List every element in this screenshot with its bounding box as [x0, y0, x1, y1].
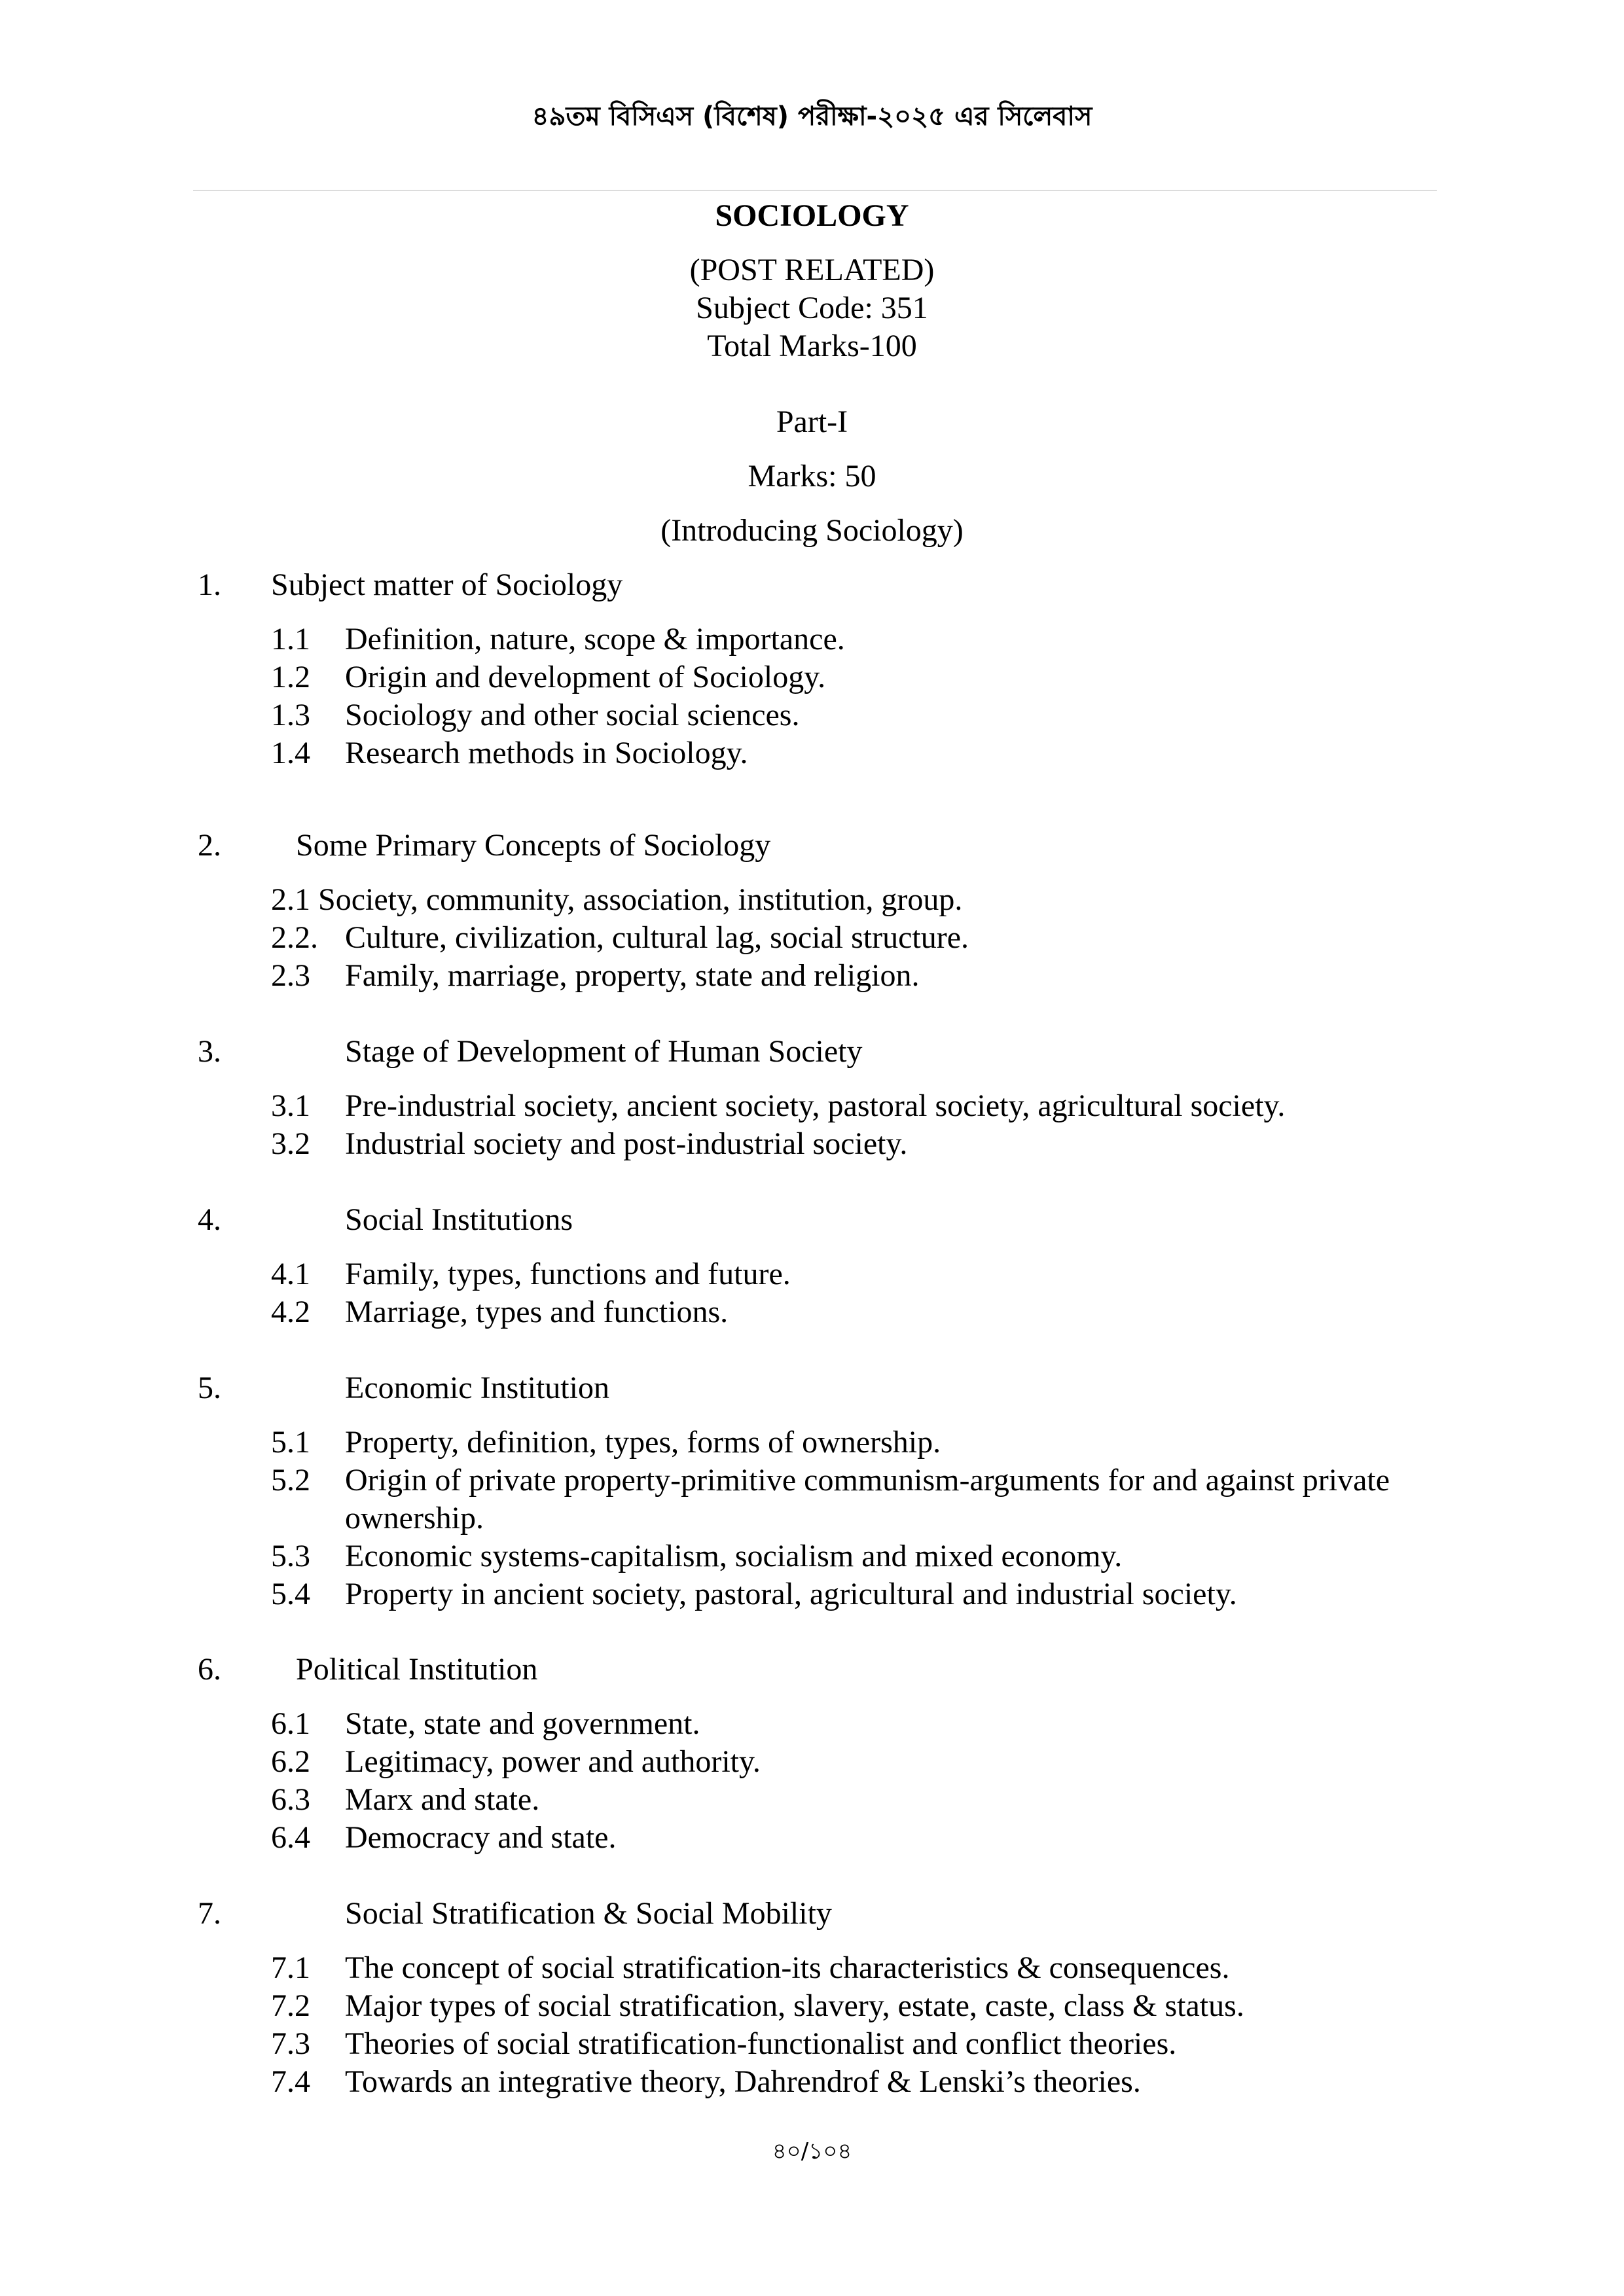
item-text: Research methods in Sociology.	[345, 736, 748, 770]
part-marks: Marks: 50	[748, 459, 876, 493]
item-number: 5.4	[271, 1577, 310, 1611]
item-text: Towards an integrative theory, Dahrendrof & Lenski’s theories.	[345, 2064, 1141, 2099]
item-text: Family, types, functions and future.	[345, 1257, 791, 1291]
item-number: 7.4	[271, 2064, 310, 2099]
section-number: 6.	[198, 1652, 221, 1687]
item-text: Family, marriage, property, state and religion.	[345, 958, 920, 993]
item-text: Origin and development of Sociology.	[345, 660, 826, 694]
item-text: Marriage, types and functions.	[345, 1295, 729, 1329]
item-text: Property in ancient society, pastoral, agricultural and industrial society.	[345, 1577, 1237, 1611]
item-text: Major types of social stratification, slavery, estate, caste, class & status.	[345, 1988, 1244, 2023]
item-text: Definition, nature, scope & importance.	[345, 622, 845, 656]
item-text: 2.1 Society, community, association, institution, group.	[271, 882, 963, 917]
item-text: Industrial society and post-industrial society.	[345, 1126, 908, 1161]
item-number: 1.3	[271, 698, 310, 732]
item-text: The concept of social stratification-its characteristics & consequences.	[345, 1950, 1230, 1985]
section-number: 1.	[198, 567, 221, 602]
item-number: 5.1	[271, 1425, 310, 1460]
item-number: 2.2.	[271, 920, 318, 955]
part-label: Part-I	[776, 404, 848, 439]
header-divider	[193, 190, 1437, 191]
page-header-title: ৪৯তম বিসিএস (বিশেষ) পরীক্ষা-২০২৫ এর সিলেবাস	[532, 101, 1092, 132]
part-title: (Introducing Sociology)	[660, 513, 964, 548]
section-title: Stage of Development of Human Society	[345, 1034, 863, 1069]
item-number: 4.2	[271, 1295, 310, 1329]
item-text: Property, definition, types, forms of ownership.	[345, 1425, 941, 1460]
item-text: Economic systems-capitalism, socialism and mixed economy.	[345, 1539, 1123, 1573]
subject-title: SOCIOLOGY	[715, 198, 909, 233]
item-text: Marx and state.	[345, 1782, 540, 1817]
item-number: 5.2	[271, 1463, 310, 1498]
section-title: Subject matter of Sociology	[271, 567, 623, 602]
total-marks: Total Marks-100	[707, 329, 917, 363]
section-title: Economic Institution	[345, 1371, 609, 1405]
item-number: 1.1	[271, 622, 310, 656]
item-text: Origin of private property-primitive communism-arguments for and against private ownership.	[345, 1463, 1390, 1535]
item-number: 7.2	[271, 1988, 310, 2023]
subject-code: Subject Code: 351	[696, 291, 928, 325]
item-number: 1.4	[271, 736, 310, 770]
item-number: 3.1	[271, 1088, 310, 1123]
section-number: 5.	[198, 1371, 221, 1405]
item-text: Sociology and other social sciences.	[345, 698, 800, 732]
item-text: Theories of social stratification-functionalist and conflict theories.	[345, 2026, 1177, 2061]
item-number: 1.2	[271, 660, 310, 694]
item-number: 6.2	[271, 1744, 310, 1779]
section-number: 3.	[198, 1034, 221, 1069]
post-related-label: (POST RELATED)	[689, 253, 935, 287]
section-number: 7.	[198, 1896, 221, 1931]
item-text: Pre-industrial society, ancient society, pastoral society, agricultural society.	[345, 1088, 1286, 1123]
page-number: ৪০/১০৪	[772, 2138, 852, 2164]
item-text: State, state and government.	[345, 1706, 700, 1741]
item-number: 7.3	[271, 2026, 310, 2061]
section-title: Social Stratification & Social Mobility	[345, 1896, 832, 1931]
section-title: Some Primary Concepts of Sociology	[296, 828, 771, 863]
item-text: Culture, civilization, cultural lag, social structure.	[345, 920, 969, 955]
item-text: Democracy and state.	[345, 1820, 617, 1855]
item-number: 6.3	[271, 1782, 310, 1817]
item-number: 5.3	[271, 1539, 310, 1573]
item-number: 4.1	[271, 1257, 310, 1291]
item-number: 6.1	[271, 1706, 310, 1741]
section-number: 2.	[198, 828, 221, 863]
item-number: 2.3	[271, 958, 310, 993]
item-number: 6.4	[271, 1820, 310, 1855]
item-text: Legitimacy, power and authority.	[345, 1744, 761, 1779]
section-title: Political Institution	[296, 1652, 538, 1687]
section-title: Social Institutions	[345, 1202, 573, 1237]
section-number: 4.	[198, 1202, 221, 1237]
item-number: 7.1	[271, 1950, 310, 1985]
item-number: 3.2	[271, 1126, 310, 1161]
